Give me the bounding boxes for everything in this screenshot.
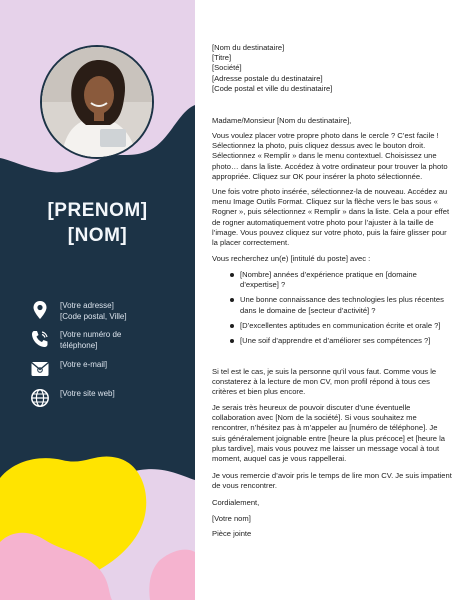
bullet-icon xyxy=(230,298,234,302)
list-item: [Une soif d’apprendre et d’améliorer ses compétences ?] xyxy=(212,336,452,346)
letter-paragraph-1: Vous voulez placer votre propre photo dans le cercle ? C’est facile ! Sélectionnez la photo, puis cliquez dessus avec le bouton droit. Sélectionnez « Remplir » dans le menu contextuel. Choisissez une photo… dans la liste. Accédez à votre ordinateur pour trouver la photo appropriée. Cliquez sur OK pour insérer la photo sélectionnée. xyxy=(212,131,448,181)
globe-icon xyxy=(30,388,50,408)
list-item: [Nombre] années d’expérience pratique en [domaine d’expertise] ? xyxy=(212,270,452,290)
recipient-title: [Titre] xyxy=(212,53,232,63)
letter-closing: Cordialement, xyxy=(212,498,260,507)
letter-paragraph-4: Si tel est le cas, je suis la personne qu’il vous faut. Comme vous le constaterez à la lecture de mon CV, mon profil répond à tous ces critères et bien plus encore. xyxy=(212,367,437,397)
bullet-icon xyxy=(230,339,234,343)
phone-icon xyxy=(30,329,50,349)
first-name: [PRENOM] xyxy=(47,200,148,221)
bullet-icon xyxy=(230,273,234,277)
letter-signature: [Votre nom] xyxy=(212,514,251,523)
recipient-block xyxy=(212,43,452,94)
recipient-company: [Société] xyxy=(212,63,242,73)
person-photo-icon xyxy=(42,47,152,157)
list-item: [D’excellentes aptitudes en communication écrite et orale ?] xyxy=(212,321,452,331)
profile-photo[interactable] xyxy=(40,45,154,159)
letter-enclosure: Pièce jointe xyxy=(212,529,252,538)
recipient-name: [Nom du destinataire] xyxy=(212,43,285,52)
sidebar xyxy=(0,0,195,600)
location-pin-icon xyxy=(30,300,50,320)
letter-greeting: Madame/Monsieur [Nom du destinataire], xyxy=(212,116,352,125)
email-icon xyxy=(30,359,50,379)
website-text: [Votre site web] xyxy=(60,389,115,398)
last-name: [NOM] xyxy=(67,225,128,246)
phone-text: [Votre numéro de téléphone] xyxy=(60,330,122,350)
bullet-icon xyxy=(230,324,234,328)
list-item: Une bonne connaissance des technologies les plus récentes dans le domaine de [secteur d’activité] ? xyxy=(212,295,452,315)
recipient-city: [Code postal et ville du destinataire] xyxy=(212,83,333,93)
recipient-address: [Adresse postale du destinataire] xyxy=(212,73,323,83)
qualification-list xyxy=(212,270,452,351)
email-text: [Votre e-mail] xyxy=(60,360,108,369)
candidate-name xyxy=(0,198,195,248)
letter-paragraph-2: Une fois votre photo insérée, sélectionnez-la de nouveau. Accédez au menu Image Outils Format. Cliquez sur la flèche vers le bas sous « Rogner », puis sélectionnez « Remplir » dans la liste. Cela a pour effet de rogner automatiquement votre photo pour l’ajuster à la taille de l’image. Vous pouvez cliquez sur votre photo, puis la faire glisser pour la placer correctement. xyxy=(212,187,450,248)
address-text: [Votre adresse] [Code postal, Ville] xyxy=(60,301,127,321)
letter-paragraph-6: Je vous remercie d’avoir pris le temps de lire mon CV. Je suis impatient de vous rencontrer. xyxy=(212,471,452,491)
letter-paragraph-5: Je serais très heureux de pouvoir discuter d’une éventuelle collaboration avec [Nom de la société]. Si vous souhaitez me rencontrer, n’hésitez pas à m’appeler au [numéro de téléphone]. Je suis généralement joignable entre [heure la plus précoce] et [heure la plus tardive], mais vous pouvez me laisser un message vocal à tout moment, auquel cas je vous rappellerai. xyxy=(212,403,446,464)
letter-paragraph-3: Vous recherchez un(e) [intitulé du poste] avec : xyxy=(212,254,371,263)
